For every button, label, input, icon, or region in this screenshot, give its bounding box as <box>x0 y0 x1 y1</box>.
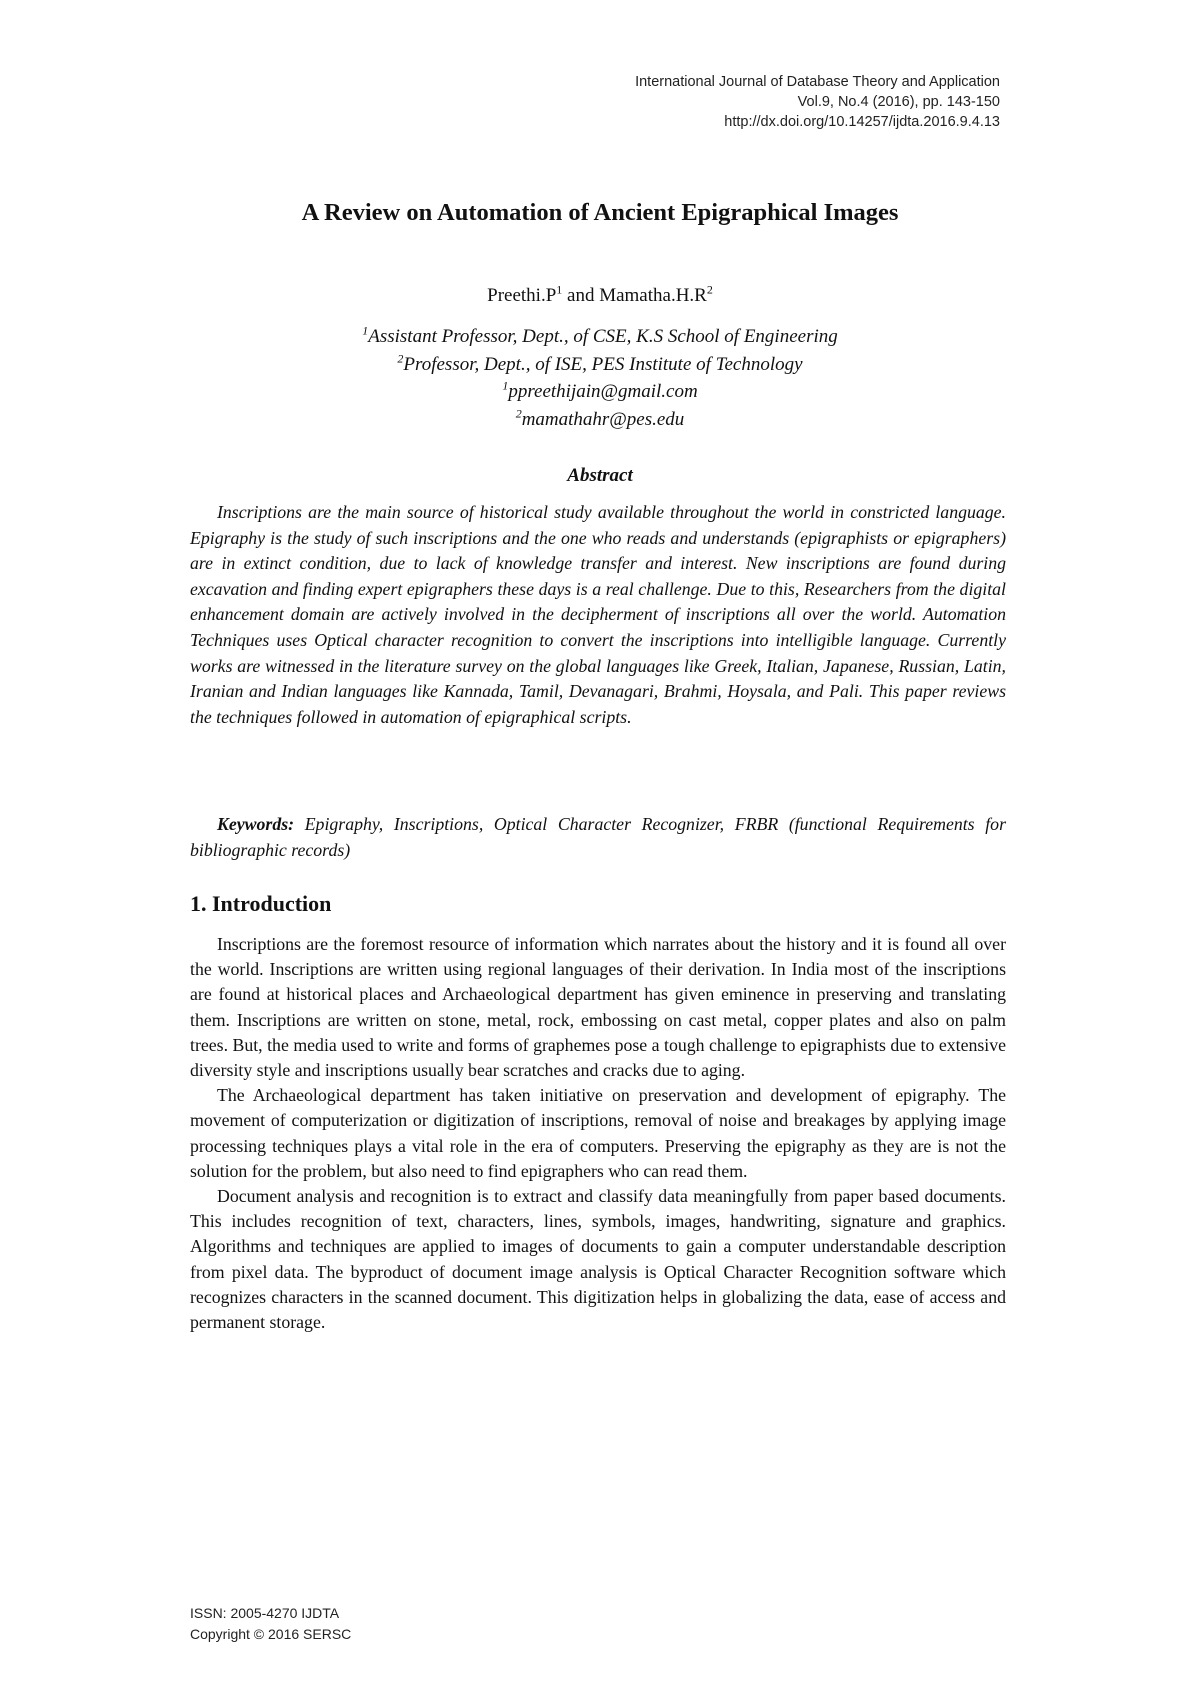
affiliation-text: Professor, Dept., of ISE, PES Institute of Technology <box>403 353 803 375</box>
email-text[interactable]: ppreethijain@gmail.com <box>508 381 698 402</box>
abstract-text: Inscriptions are the main source of historical study available throughout the world in constricted language. Epigraphy is the study of such inscriptions and the one who reads and understands (epigraphists or epigraphers) are in extinct condition, due to lack of knowledge transfer and interest. New inscriptions are found during excavation and finding expert epigraphers these days is a real challenge. Due to this, Researchers from the digital enhancement domain are actively involved in the decipherment of inscriptions all over the world. Automation Techniques uses Optical character recognition to convert the inscriptions into intelligible language. Currently works are witnessed in the literature survey on the global languages like Greek, Italian, Japanese, Russian, Latin, Iranian and Indian languages like Kannada, Tamil, Devanagari, Brahmi, Hoysala, and Pali. This paper reviews the techniques followed in automation of epigraphical scripts. <box>190 502 1006 727</box>
email-sup: 2 <box>515 406 522 421</box>
keywords-text: Epigraphy, Inscriptions, Optical Character Recognizer, FRBR (functional Requirements for bibliographic records) <box>190 814 1006 860</box>
affiliation-2 <box>190 351 1010 379</box>
author-second: Mamatha.H.R <box>599 285 707 306</box>
keywords-label: Keywords: <box>217 814 295 834</box>
section-heading: 1. Introduction <box>190 891 332 916</box>
footer-copyright: Copyright © 2016 SERSC <box>190 1626 352 1642</box>
paper-title: A Review on Automation of Ancient Epigraphical Images <box>301 199 899 226</box>
paragraph: The Archaeological department has taken initiative on preservation and development of epigraphy. The movement of computerization or digitization of inscriptions, removal of noise and breakages by applying image processing techniques plays a vital role in the era of computers. Preserving the epigraphy as they are is not the solution for the problem, but also need to find epigraphers who can read them. <box>190 1085 1006 1181</box>
author-joiner: and <box>562 285 600 306</box>
affiliation-sup: 2 <box>397 351 404 366</box>
keywords <box>190 812 1006 863</box>
journal-header <box>635 72 1000 132</box>
abstract-heading: Abstract <box>567 465 633 486</box>
email-2 <box>190 406 1010 434</box>
author-first-sup: 1 <box>556 282 563 297</box>
author-line <box>190 283 1010 309</box>
affiliation-sup: 1 <box>362 323 369 338</box>
email-1 <box>190 378 1010 406</box>
paragraph: Document analysis and recognition is to extract and classify data meaningfully from paper based documents. This includes recognition of text, characters, lines, symbols, images, handwriting, signature and graphics. Algorithms and techniques are applied to images of documents to gain a computer understandable description from pixel data. The byproduct of document image analysis is Optical Character Recognition software which recognizes characters in the scanned document. This digitization helps in globalizing the data, ease of access and permanent storage. <box>190 1186 1006 1333</box>
author-first: Preethi.P <box>487 285 557 306</box>
email-text[interactable]: mamathahr@pes.edu <box>521 408 685 430</box>
section-body <box>190 932 1006 1335</box>
affiliations <box>190 323 1010 433</box>
affiliation-text: Assistant Professor, Dept., of CSE, K.S School of Engineering <box>368 326 838 347</box>
journal-doi[interactable]: http://dx.doi.org/10.14257/ijdta.2016.9.4.13 <box>724 114 1000 130</box>
paragraph: Inscriptions are the foremost resource of information which narrates about the history and it is found all over the world. Inscriptions are written using regional languages of their derivation. In India most of the inscriptions are found at historical places and Archaeological department has given eminence in preserving and translating them. Inscriptions are written on stone, metal, rock, embossing on cast metal, copper plates and also on palm trees. But, the media used to write and forms of graphemes pose a tough challenge to epigraphists due to extensive diversity style and inscriptions usually bear scratches and cracks due to aging. <box>190 934 1006 1081</box>
email-sup: 1 <box>502 378 509 393</box>
journal-name: International Journal of Database Theory and Application <box>635 74 1000 90</box>
affiliation-1 <box>190 323 1010 351</box>
footer-issn: ISSN: 2005-4270 IJDTA <box>190 1605 340 1621</box>
author-second-sup: 2 <box>706 282 713 297</box>
page-footer <box>190 1603 351 1645</box>
journal-volume: Vol.9, No.4 (2016), pp. 143-150 <box>797 94 1000 110</box>
